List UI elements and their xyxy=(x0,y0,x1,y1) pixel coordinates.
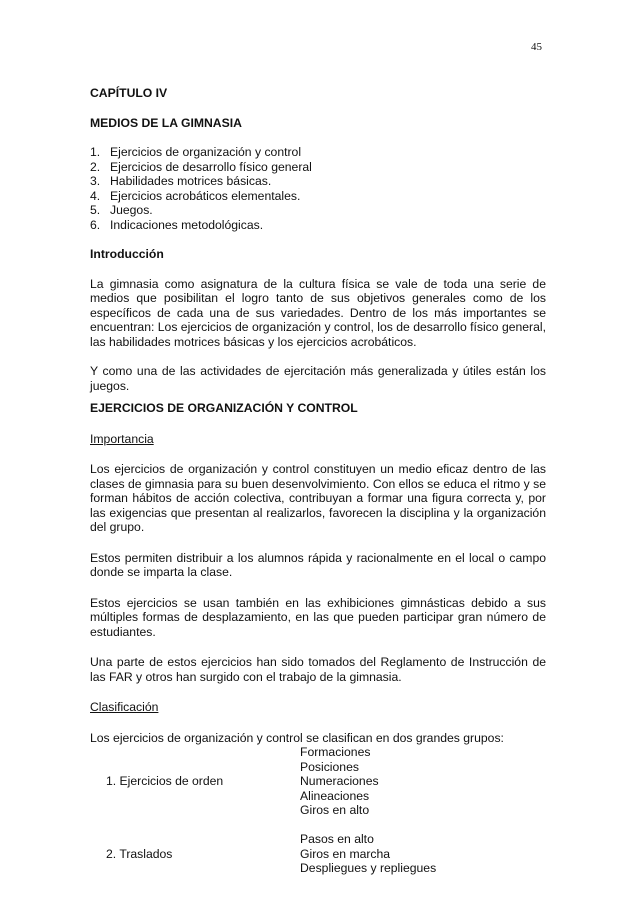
toc-item-text: Habilidades motrices básicas. xyxy=(110,174,272,188)
intro-paragraph: La gimnasia como asignatura de la cultura física se vale de toda una serie de medios que posibilitan el logro tanto de sus objetivos generales como de los específicos de cada una de sus variedades. Dentro de los más importantes se encuentran: Los ejercicios de organización y control, los de desarrollo físico general, las habilidades motrices básicas y los ejercicios acrobáticos. xyxy=(90,276,546,349)
toc-item-text: Indicaciones metodológicas. xyxy=(110,217,264,232)
group-item: Giros en marcha xyxy=(300,846,391,861)
toc-item-number: 1. xyxy=(90,145,101,159)
importance-paragraph: Los ejercicios de organización y control constituyen un medio eficaz dentro de las clases de gimnasia para su buen desenvolvimiento. Con ellos se educa el ritmo y se forman hábitos de acción colectiva, contribuyan a formar una figura correcta y, por las exigencias que presentan al realizarlos, favorecen la disciplina y la organización del grupo. xyxy=(90,462,546,534)
toc-item-number: 2. xyxy=(90,159,101,174)
chapter-title: CAPÍTULO IV xyxy=(90,86,168,100)
toc-item-number: 4. xyxy=(90,188,101,203)
importance-paragraph: Estos permiten distribuir a los alumnos rápida y racionalmente en el local o campo donde se imparta la clase. xyxy=(90,550,546,579)
importance-paragraph: Una parte de estos ejercicios han sido tomados del Reglamento de Instrucción de las FAR y otros han surgido con el trabajo de la gimnasia. xyxy=(90,655,546,684)
toc-item-text: Ejercicios de desarrollo físico general xyxy=(110,159,312,174)
intro-paragraph: Y como una de las actividades de ejercitación más generalizada y útiles están los juegos. xyxy=(90,364,546,393)
classification-intro: Los ejercicios de organización y control se clasifican en dos grandes grupos: xyxy=(90,730,504,745)
classification-heading: Clasificación xyxy=(90,700,159,714)
toc-item xyxy=(90,174,546,189)
group-item: Formaciones xyxy=(300,745,371,759)
group-item: Alineaciones xyxy=(300,788,370,803)
group-items-column xyxy=(300,745,436,876)
toc-item xyxy=(90,189,546,204)
group-item: Despliegues y repliegues xyxy=(300,861,437,875)
importance-paragraph: Estos ejercicios se usan también en las exhibiciones gimnásticas debido a sus múltiples formas de desplazamiento, en las que pueden participar gran número de estudiantes. xyxy=(90,595,546,639)
classification-groups xyxy=(90,745,546,875)
page-number: 45 xyxy=(531,41,542,53)
group-item: Pasos en alto xyxy=(300,832,374,846)
group-item: Posiciones xyxy=(300,759,359,774)
org-control-heading: EJERCICIOS DE ORGANIZACIÓN Y CONTROL xyxy=(90,401,358,415)
section-title: MEDIOS DE LA GIMNASIA xyxy=(90,115,242,130)
table-of-contents xyxy=(90,145,546,232)
group-label: 1. Ejercicios de orden xyxy=(106,774,224,788)
document-body xyxy=(90,86,546,875)
group-item: Numeraciones xyxy=(300,774,379,788)
toc-item-text: Ejercicios acrobáticos elementales. xyxy=(110,188,301,203)
toc-item-text: Juegos. xyxy=(110,203,153,217)
toc-item-number: 6. xyxy=(90,217,101,232)
toc-item xyxy=(90,218,546,233)
importance-heading: Importancia xyxy=(90,431,154,446)
toc-item-number: 5. xyxy=(90,203,101,217)
toc-item-number: 3. xyxy=(90,174,101,188)
toc-item xyxy=(90,145,546,160)
toc-item xyxy=(90,203,546,218)
toc-item xyxy=(90,160,546,175)
intro-heading: Introducción xyxy=(90,247,164,261)
group-item: Giros en alto xyxy=(300,803,370,817)
group-label: 2. Traslados xyxy=(106,847,173,861)
toc-item-text: Ejercicios de organización y control xyxy=(110,145,302,159)
